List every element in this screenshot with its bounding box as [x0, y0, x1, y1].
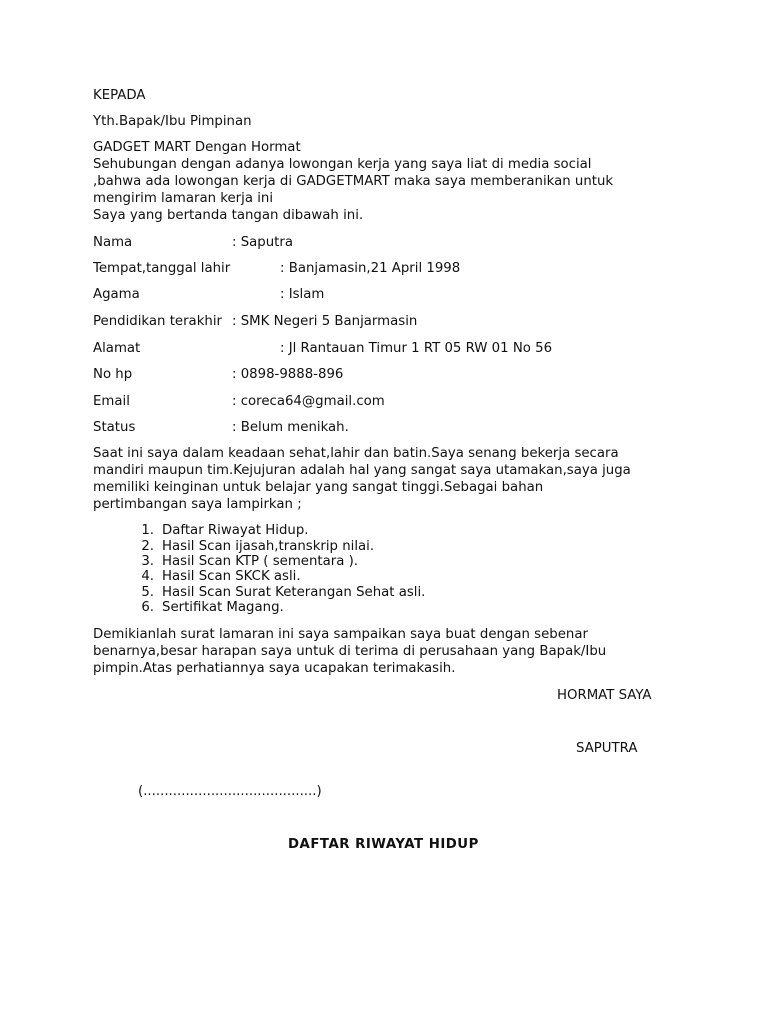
signature-name: SAPUTRA: [576, 741, 638, 756]
opening-line: mengirim lamaran kerja ini: [93, 191, 274, 206]
statement-line: Saat ini saya dalam keadaan sehat,lahir dan batin.Saya senang bekerja secara: [93, 446, 619, 461]
field-value-email: : coreca64@gmail.com: [232, 394, 385, 409]
section-title-daftar-riwayat-hidup: DAFTAR RIWAYAT HIDUP: [288, 837, 479, 852]
signature-regards: HORMAT SAYA: [557, 688, 652, 703]
field-label-alamat: Alamat: [93, 341, 141, 356]
field-label-pendidikan: Pendidikan terakhir: [93, 314, 222, 329]
opening-line: Saya yang bertanda tangan dibawah ini.: [93, 208, 364, 223]
field-label-email: Email: [93, 394, 130, 409]
field-label-status: Status: [93, 420, 136, 435]
list-item-number: 6.: [141, 600, 154, 615]
statement-line: pertimbangan saya lampirkan ;: [93, 497, 302, 512]
list-item: Hasil Scan Surat Keterangan Sehat asli.: [162, 585, 426, 600]
closing-line: benarnya,besar harapan saya untuk di terima di perusahaan yang Bapak/Ibu: [93, 644, 607, 659]
list-item: Daftar Riwayat Hidup.: [162, 523, 309, 538]
closing-line: pimpin.Atas perhatiannya saya ucapakan terimakasih.: [93, 661, 456, 676]
recipient-addressee: Yth.Bapak/Ibu Pimpinan: [93, 114, 252, 129]
list-item-number: 1.: [141, 523, 154, 538]
field-label-agama: Agama: [93, 287, 140, 302]
field-value-agama: : Islam: [280, 287, 325, 302]
list-item: Hasil Scan ijasah,transkrip nilai.: [162, 539, 375, 554]
recipient-company: GADGET MART Dengan Hormat: [93, 140, 301, 155]
field-label-nama: Nama: [93, 235, 133, 250]
signature-line: (.........................................): [138, 784, 322, 799]
field-value-birth: : Banjamasin,21 April 1998: [280, 261, 461, 276]
statement-line: mandiri maupun tim.Kejujuran adalah hal yang sangat saya utamakan,saya juga: [93, 463, 631, 478]
closing-line: Demikianlah surat lamaran ini saya sampaikan saya buat dengan sebenar: [93, 627, 588, 642]
list-item-number: 5.: [141, 585, 154, 600]
opening-line: Sehubungan dengan adanya lowongan kerja yang saya liat di media social: [93, 157, 592, 172]
list-item-number: 4.: [141, 569, 154, 584]
field-value-nama: : Saputra: [232, 235, 293, 250]
field-value-status: : Belum menikah.: [232, 420, 349, 435]
field-value-pendidikan: : SMK Negeri 5 Banjarmasin: [232, 314, 418, 329]
list-item: Hasil Scan KTP ( sementara ).: [162, 554, 358, 569]
recipient-to: KEPADA: [93, 88, 146, 103]
list-item-number: 2.: [141, 539, 154, 554]
field-label-nohp: No hp: [93, 367, 133, 382]
field-label-birth: Tempat,tanggal lahir: [93, 261, 231, 276]
list-item: Hasil Scan SKCK asli.: [162, 569, 301, 584]
opening-line: ,bahwa ada lowongan kerja di GADGETMART maka saya memberanikan untuk: [93, 174, 614, 189]
field-value-alamat: : Jl Rantauan Timur 1 RT 05 RW 01 No 56: [280, 341, 553, 356]
list-item: Sertifikat Magang.: [162, 600, 284, 615]
list-item-number: 3.: [141, 554, 154, 569]
field-value-nohp: : 0898-9888-896: [232, 367, 344, 382]
statement-line: memiliki keinginan untuk belajar yang sangat tinggi.Sebagai bahan: [93, 480, 544, 495]
